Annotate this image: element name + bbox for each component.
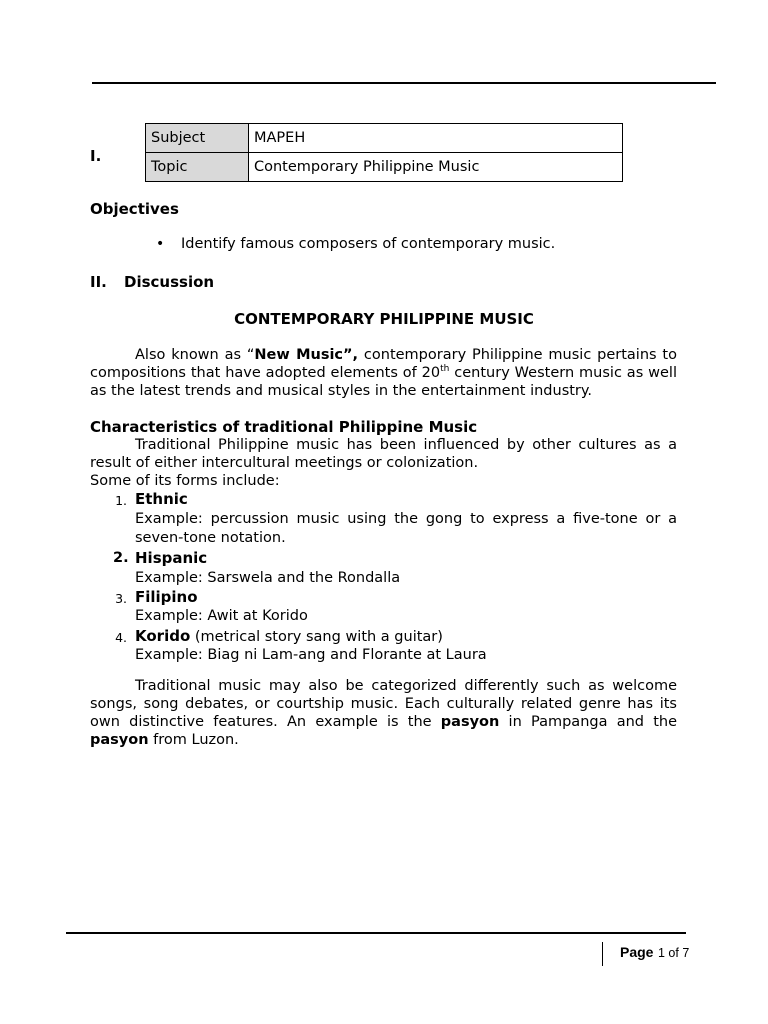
form-example-korido: Example: Biag ni Lam-ang and Florante at Laura	[135, 647, 487, 663]
closing-pasyon-1: pasyon	[440, 714, 500, 730]
table-value-topic: Contemporary Philippine Music	[249, 153, 623, 182]
characteristics-heading: Characteristics of traditional Philippine Music	[90, 418, 478, 436]
form-label-hispanic: Hispanic	[135, 549, 208, 567]
closing-text-2: in Pampanga and the	[499, 714, 677, 730]
form-example-hispanic: Example: Sarswela and the Rondalla	[135, 570, 401, 586]
list-item-number: 3.	[115, 591, 127, 606]
closing-pasyon-2: pasyon	[90, 732, 149, 748]
intro-mid: contemporary Philippine music pertains to compositions that have adopted elements of 20	[90, 347, 677, 381]
table-row	[146, 153, 623, 182]
form-label-filipino: Filipino	[135, 588, 198, 606]
form-label-korido: Korido	[135, 627, 191, 645]
document-title: CONTEMPORARY PHILIPPINE MUSIC	[234, 310, 534, 328]
intro-superscript: th	[440, 364, 450, 375]
table-row	[146, 124, 623, 153]
intro-new-music: New Music”,	[254, 347, 359, 363]
objectives-heading: Objectives	[90, 200, 179, 218]
form-4-line	[135, 627, 443, 645]
characteristics-text: Traditional Philippine music has been influenced by other cultures as a result of either intercultural meetings or colonization.	[90, 437, 677, 471]
list-item-number: 4.	[115, 630, 127, 645]
forms-intro: Some of its forms include:	[90, 473, 280, 489]
closing-paragraph	[90, 677, 677, 749]
table-key-topic: Topic	[146, 153, 249, 182]
footer-divider	[602, 942, 603, 966]
section-2-label: Discussion	[124, 273, 215, 291]
list-item-number: 2.	[113, 550, 129, 566]
form-example-ethnic: Example: percussion music using the gong to express a five-tone or a seven-tone notation.	[135, 511, 677, 546]
intro-paragraph	[90, 346, 677, 400]
table-value-subject: MAPEH	[249, 124, 623, 153]
footer-page-count: 1 of 7	[658, 946, 690, 960]
closing-text-1: Traditional music may also be categorized differently such as welcome songs, song debates, or courtship music. Each culturally related genre has its own distinctive features. An example is the	[90, 678, 677, 730]
footer-page-label: Page	[620, 944, 654, 960]
objective-item: Identify famous composers of contemporary music.	[181, 236, 556, 252]
table-key-subject: Subject	[146, 124, 249, 153]
list-item-number: 1.	[115, 493, 127, 508]
bullet-icon: •	[156, 236, 165, 252]
section-2-heading	[90, 273, 214, 291]
intro-pre: Also known as “	[135, 347, 255, 363]
subject-topic-table	[145, 123, 623, 182]
section-1-numeral: I.	[90, 147, 102, 165]
form-label-ethnic: Ethnic	[135, 490, 188, 508]
form-extra-korido: (metrical story sang with a guitar)	[190, 629, 443, 645]
intro-post: century Western music as well as the latest trends and musical styles in the entertainment industry.	[90, 365, 677, 399]
closing-text-3: from Luzon.	[148, 732, 239, 748]
footer-rule	[66, 932, 686, 934]
header-rule	[92, 82, 716, 84]
characteristics-paragraph	[90, 436, 677, 472]
section-2-numeral: II.	[90, 273, 107, 291]
form-example-filipino: Example: Awit at Korido	[135, 608, 308, 624]
